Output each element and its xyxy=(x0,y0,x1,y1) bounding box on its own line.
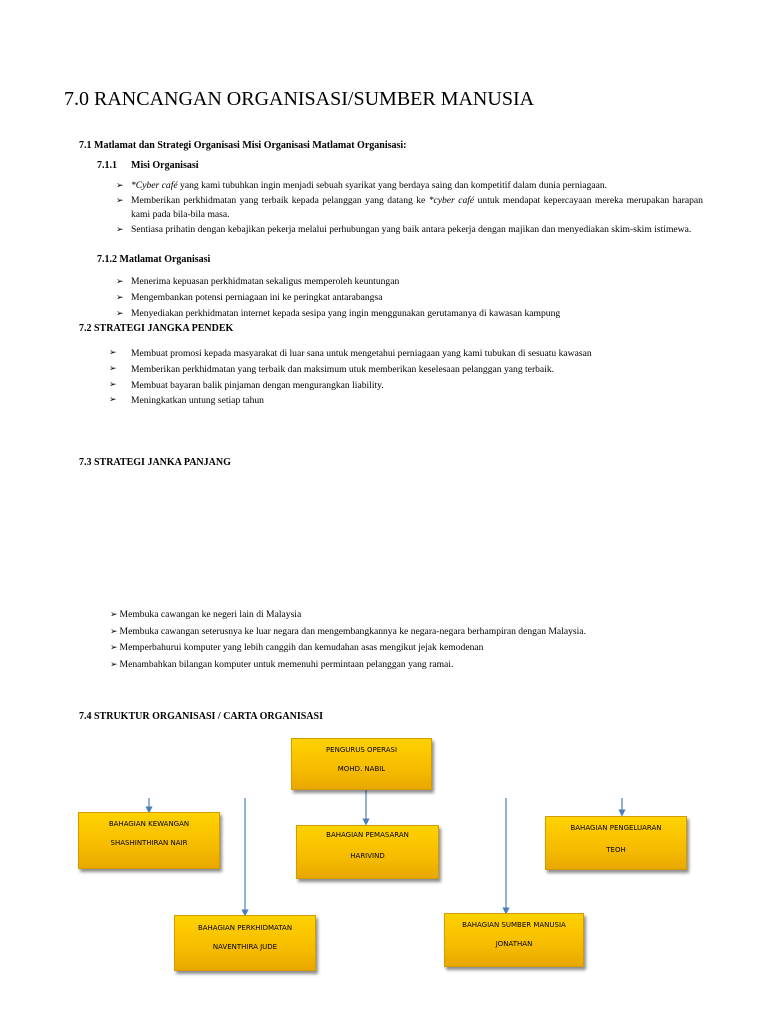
list-item: ➢ Membuat bayaran balik pinjaman dengan mengurangkan liability. xyxy=(109,378,729,394)
org-role: BAHAGIAN PENGELUARAN xyxy=(570,824,662,832)
section-7-1-1-number: 7.1.1 xyxy=(97,160,117,171)
arrow-bullet-icon: ➢ xyxy=(116,309,124,319)
section-7-2-heading: 7.2 STRATEGI JANGKA PENDEK xyxy=(79,323,234,334)
org-box-pemasaran xyxy=(296,825,439,879)
page-title: 7.0 RANCANGAN ORGANISASI/SUMBER MANUSIA xyxy=(64,88,535,110)
arrow-bullet-icon: ➢ xyxy=(110,626,118,637)
list-item: ➢ Membuka cawangan ke negeri lain di Malaysia xyxy=(110,609,302,620)
section-7-1-1-label: Misi Organisasi xyxy=(131,160,199,171)
org-name: MOHD. NABIL xyxy=(337,765,386,773)
arrow-bullet-icon: ➢ xyxy=(109,348,117,358)
arrow-bullet-icon: ➢ xyxy=(110,610,118,620)
arrow-bullet-icon: ➢ xyxy=(116,181,124,191)
arrow-bullet-icon: ➢ xyxy=(109,379,117,390)
list-item: ➢ Menambahkan bilangan komputer untuk memenuhi permintaan pelanggan yang ramai. xyxy=(110,658,454,670)
arrow-bullet-icon: ➢ xyxy=(109,363,117,374)
list-item: ➢ Mengembankan potensi perniagaan ini ke peringkat antarabangsa xyxy=(116,290,716,306)
list-item: ➢ Menyediakan perkhidmatan internet kepada sesipa yang ingin menggunakan gerutamanya di kawasan kampung xyxy=(116,306,716,322)
org-box-pengeluaran xyxy=(545,816,687,870)
list-item: ➢ Menerima kepuasan perkhidmatan sekaligus memperoleh keuntungan xyxy=(116,274,716,290)
org-role: BAHAGIAN PEMASARAN xyxy=(326,831,409,839)
org-box-kewangan xyxy=(78,812,220,869)
org-box-sumber-manusia xyxy=(444,913,584,967)
org-role: BAHAGIAN KEWANGAN xyxy=(108,820,190,828)
arrow-bullet-icon: ➢ xyxy=(109,395,117,406)
section-7-3-heading: 7.3 STRATEGI JANKA PANJANG xyxy=(79,457,231,468)
org-box-perkhidmatan xyxy=(174,915,316,971)
list-item: ➢ Sentiasa prihatin dengan kebajikan pekerja melalui perhubungan yang baik antara pekerja dengan majikan dan menyediakan skim-skim istimewa. xyxy=(116,223,703,238)
arrow-bullet-icon: ➢ xyxy=(116,293,124,303)
arrow-bullet-icon: ➢ xyxy=(116,277,124,287)
list-item: ➢ Memperbahurui komputer yang lebih canggih dan kemudahan asas mengikut jejak kemodenan xyxy=(110,642,484,654)
list-item: ➢ Membuat promosi kepada masyarakat di luar sana untuk mengetahui perniagaan yang kami tubukan di sesuatu kawasan xyxy=(109,346,729,362)
arrow-bullet-icon: ➢ xyxy=(110,659,118,670)
arrow-bullet-icon: ➢ xyxy=(116,195,124,206)
list-item: ➢ Membuka cawangan seterusnya ke luar negara dan mengembangkannya ke negara-negara berhampiran dengan Malaysia. xyxy=(110,625,586,637)
org-name: SHASHINTHIRAN NAIR xyxy=(110,839,188,847)
org-box-pengurus-operasi xyxy=(291,738,432,790)
org-role: BAHAGIAN PERKHIDMATAN xyxy=(197,924,293,932)
org-name: HARIVIND xyxy=(350,852,385,860)
section-7-1-2-heading: 7.1.2 Matlamat Organisasi xyxy=(97,254,211,265)
list-item: ➢ Memberikan perkhidmatan yang terbaik kepada pelanggan yang datang ke *cyber café untuk mendapat kepercayaan mereka merupakan harapan kami pada bila-bila masa. xyxy=(116,194,703,220)
list-item: ➢ *Cyber café yang kami tubuhkan ingin menjadi sebuah syarikat yang berdaya saing dan kompetitif dalam dunia perniagaan. xyxy=(116,179,703,194)
arrow-bullet-icon: ➢ xyxy=(116,224,124,235)
list-item: ➢ Meningkatkan untung setiap tahun xyxy=(109,393,729,409)
section-7-4-heading: 7.4 STRUKTUR ORGANISASI / CARTA ORGANISASI xyxy=(79,711,323,722)
org-role: BAHAGIAN SUMBER MANUSIA xyxy=(462,921,566,929)
org-name: JONATHAN xyxy=(495,940,533,948)
org-role: PENGURUS OPERASI xyxy=(325,746,398,754)
arrow-bullet-icon: ➢ xyxy=(110,643,118,654)
org-name: TEOH xyxy=(606,846,626,854)
list-item: ➢ Memberikan perkhidmatan yang terbaik dan maksimum utuk memberikan keselesaan pelanggan yang terbaik. xyxy=(109,362,729,378)
section-7-1-heading: 7.1 Matlamat dan Strategi Organisasi Misi Organisasi Matlamat Organisasi: xyxy=(79,140,407,151)
org-name: NAVENTHIRA JUDE xyxy=(212,943,278,951)
